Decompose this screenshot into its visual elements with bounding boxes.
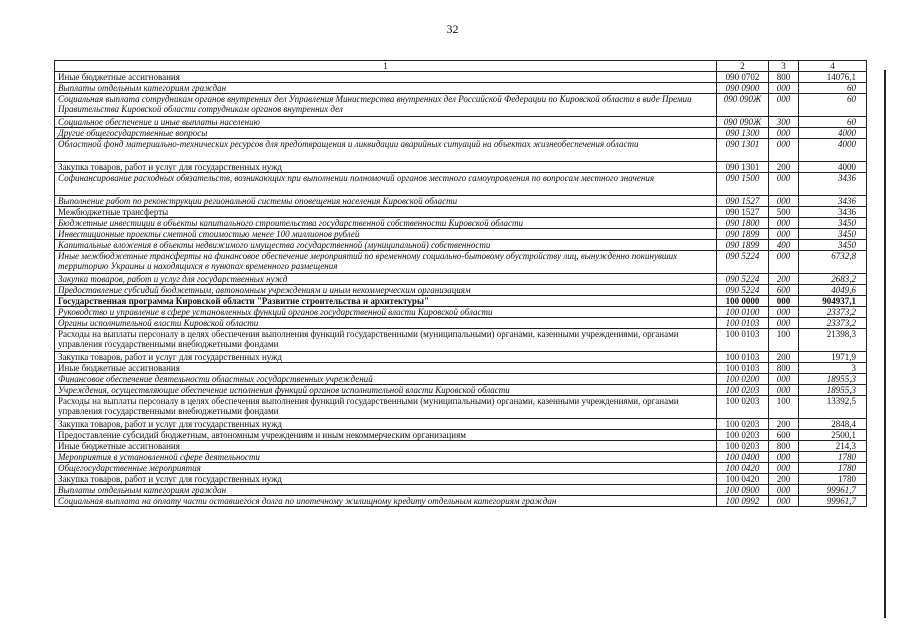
table-row [55, 463, 867, 474]
row-amount-cell: 1780 [799, 452, 867, 463]
row-code-cell: 090 0702 [717, 72, 769, 83]
row-code-cell: 100 0103 [717, 329, 769, 352]
table-row [55, 441, 867, 452]
row-amount-cell: 6732,8 [799, 251, 867, 274]
table-row [55, 329, 867, 352]
row-code-cell: 100 0203 [717, 441, 769, 452]
table-row [55, 162, 867, 173]
row-type-cell: 000 [769, 374, 799, 385]
table-row [55, 374, 867, 385]
row-name-cell: Мероприятия в установленной сфере деятельности [55, 452, 717, 463]
row-name-cell: Государственная программа Кировской области "Развитие строительства и архитектуры" [55, 296, 717, 307]
row-amount-cell: 60 [799, 117, 867, 128]
row-code-cell: 090 090Ж [717, 117, 769, 128]
table-row [55, 229, 867, 240]
row-code-cell: 090 1300 [717, 128, 769, 139]
row-type-cell: 000 [769, 307, 799, 318]
row-type-cell: 500 [769, 207, 799, 218]
row-name-cell: Иные бюджетные ассигнования [55, 363, 717, 374]
row-type-cell: 000 [769, 229, 799, 240]
row-name-cell: Расходы на выплаты персоналу в целях обеспечения выполнения функций государственными (муниципальными) органами, казенными учреждениями, органами управления государственными внебюджетными фондами [55, 396, 717, 419]
row-code-cell: 090 1527 [717, 207, 769, 218]
row-name-cell: Предоставление субсидий бюджетным, автономным учреждениям и иным некоммерческим организациям [55, 285, 717, 296]
row-code-cell: 090 1899 [717, 229, 769, 240]
row-name-cell: Межбюджетные трансферты [55, 207, 717, 218]
header-col-3: 3 [769, 61, 799, 72]
row-code-cell: 100 0203 [717, 385, 769, 396]
row-code-cell: 090 1301 [717, 139, 769, 162]
row-amount-cell: 60 [799, 94, 867, 117]
row-code-cell: 090 0900 [717, 83, 769, 94]
row-type-cell: 200 [769, 474, 799, 485]
table-row [55, 207, 867, 218]
row-code-cell: 090 090Ж [717, 94, 769, 117]
row-name-cell: Финансовое обеспечение деятельности областных государственных учреждений [55, 374, 717, 385]
row-type-cell: 800 [769, 441, 799, 452]
row-amount-cell: 14076,1 [799, 72, 867, 83]
row-code-cell: 100 0100 [717, 307, 769, 318]
row-type-cell: 000 [769, 83, 799, 94]
row-type-cell: 000 [769, 485, 799, 496]
row-code-cell: 100 0203 [717, 396, 769, 419]
row-code-cell: 100 0103 [717, 363, 769, 374]
row-amount-cell: 23373,2 [799, 318, 867, 329]
header-col-4: 4 [799, 61, 867, 72]
row-code-cell: 090 5224 [717, 285, 769, 296]
row-name-cell: Выплаты отдельным категориям граждан [55, 83, 717, 94]
row-name-cell: Иные межбюджетные трансферты на финансовое обеспечение мероприятий по временному социально-бытовому обустройству лиц, вынужденно покинувших территорию Украины и находящихся в пунктах временного размещения [55, 251, 717, 274]
row-amount-cell: 4000 [799, 139, 867, 162]
row-type-cell: 000 [769, 296, 799, 307]
row-type-cell: 400 [769, 240, 799, 251]
row-name-cell: Предоставление субсидий бюджетным, автономным учреждениям и иным некоммерческим организациям [55, 430, 717, 441]
row-name-cell: Социальная выплата сотрудникам органов внутренних дел Управления Министерства внутренних дел Российской Федерации по Кировской области в виде Премии Правительства Кировской области сотрудникам органов внутренних дел [55, 94, 717, 117]
row-name-cell: Капитальные вложения в объекты недвижимого имущества государственной (муниципальной) собственности [55, 240, 717, 251]
table-row [55, 419, 867, 430]
row-amount-cell: 4000 [799, 128, 867, 139]
row-code-cell: 090 1899 [717, 240, 769, 251]
row-code-cell: 100 0000 [717, 296, 769, 307]
table-row [55, 318, 867, 329]
header-col-2: 2 [717, 61, 769, 72]
table-header-row [55, 61, 867, 72]
row-amount-cell: 13392,5 [799, 396, 867, 419]
table-row [55, 251, 867, 274]
row-type-cell: 000 [769, 139, 799, 162]
table-row [55, 72, 867, 83]
row-amount-cell: 3436 [799, 196, 867, 207]
row-code-cell: 100 0420 [717, 463, 769, 474]
row-amount-cell: 18955,3 [799, 385, 867, 396]
row-name-cell: Закупка товаров, работ и услуг для государственных нужд [55, 474, 717, 485]
row-amount-cell: 4049,6 [799, 285, 867, 296]
row-type-cell: 000 [769, 496, 799, 507]
row-amount-cell: 21398,3 [799, 329, 867, 352]
row-code-cell: 090 1500 [717, 173, 769, 196]
row-name-cell: Закупка товаров, работ и услуг для государственных нужд [55, 352, 717, 363]
table-row [55, 83, 867, 94]
table-row [55, 485, 867, 496]
row-type-cell: 000 [769, 385, 799, 396]
row-amount-cell: 1971,9 [799, 352, 867, 363]
row-name-cell: Иные бюджетные ассигнования [55, 72, 717, 83]
row-code-cell: 090 1301 [717, 162, 769, 173]
row-amount-cell: 18955,3 [799, 374, 867, 385]
table-row [55, 430, 867, 441]
row-amount-cell: 3436 [799, 173, 867, 196]
row-name-cell: Расходы на выплаты персоналу в целях обеспечения выполнения функций государственными (муниципальными) органами, казенными учреждениями, органами управления государственными внебюджетными фондами [55, 329, 717, 352]
row-name-cell: Учреждения, осуществляющие обеспечение исполнения функций органов исполнительной власти Кировской области [55, 385, 717, 396]
table-row [55, 296, 867, 307]
row-name-cell: Руководство и управление в сфере установленных функций органов государственной власти Кировской области [55, 307, 717, 318]
row-amount-cell: 3450 [799, 240, 867, 251]
table-row [55, 285, 867, 296]
row-type-cell: 200 [769, 274, 799, 285]
row-code-cell: 100 0400 [717, 452, 769, 463]
row-name-cell: Выполнение работ по реконструкции региональной системы оповещения населения Кировской области [55, 196, 717, 207]
row-name-cell: Общегосударственные мероприятия [55, 463, 717, 474]
row-amount-cell: 1780 [799, 474, 867, 485]
row-name-cell: Инвестиционные проекты сметной стоимостью менее 100 миллионов рублей [55, 229, 717, 240]
row-code-cell: 100 0992 [717, 496, 769, 507]
row-name-cell: Социальная выплата на оплату части оставшегося долга по ипотечному жилищному кредиту отдельным категориям граждан [55, 496, 717, 507]
row-type-cell: 200 [769, 352, 799, 363]
row-name-cell: Закупка товаров, работ и услуг для государственных нужд [55, 162, 717, 173]
row-type-cell: 000 [769, 318, 799, 329]
table-row [55, 196, 867, 207]
table-row [55, 496, 867, 507]
row-type-cell: 000 [769, 452, 799, 463]
row-code-cell: 100 0200 [717, 374, 769, 385]
table-row [55, 117, 867, 128]
row-name-cell: Закупка товаров, работ и услуг для государственных нужд [55, 419, 717, 430]
row-code-cell: 100 0420 [717, 474, 769, 485]
table-row [55, 363, 867, 374]
row-type-cell: 000 [769, 94, 799, 117]
row-name-cell: Другие общегосударственные вопросы [55, 128, 717, 139]
table-row [55, 94, 867, 117]
row-name-cell: Бюджетные инвестиции в объекты капитального строительства государственной собственности Кировской области [55, 218, 717, 229]
row-code-cell: 100 0900 [717, 485, 769, 496]
budget-table [54, 60, 867, 507]
row-type-cell: 200 [769, 419, 799, 430]
row-code-cell: 090 1800 [717, 218, 769, 229]
row-code-cell: 100 0103 [717, 318, 769, 329]
row-type-cell: 800 [769, 363, 799, 374]
table-row [55, 218, 867, 229]
row-code-cell: 100 0203 [717, 419, 769, 430]
row-amount-cell: 904937,1 [799, 296, 867, 307]
row-code-cell: 090 5224 [717, 251, 769, 274]
row-amount-cell: 3450 [799, 229, 867, 240]
row-type-cell: 800 [769, 72, 799, 83]
row-name-cell: Софинансирование расходных обязательств, возникающих при выполнении полномочий органов местного самоуправления по вопросам местного значения [55, 173, 717, 196]
row-type-cell: 100 [769, 396, 799, 419]
table-row [55, 396, 867, 419]
row-amount-cell: 3 [799, 363, 867, 374]
row-name-cell: Выплаты отдельным категориям граждан [55, 485, 717, 496]
row-code-cell: 090 5224 [717, 274, 769, 285]
row-amount-cell: 99961,7 [799, 485, 867, 496]
row-amount-cell: 1780 [799, 463, 867, 474]
scan-edge-line [884, 70, 886, 618]
header-col-1: 1 [55, 61, 717, 72]
row-amount-cell: 3436 [799, 207, 867, 218]
table-row [55, 474, 867, 485]
row-amount-cell: 2683,2 [799, 274, 867, 285]
table-row [55, 128, 867, 139]
row-name-cell: Социальное обеспечение и иные выплаты населению [55, 117, 717, 128]
row-type-cell: 000 [769, 196, 799, 207]
row-type-cell: 600 [769, 430, 799, 441]
row-amount-cell: 214,3 [799, 441, 867, 452]
row-amount-cell: 2848,4 [799, 419, 867, 430]
table-row [55, 385, 867, 396]
row-type-cell: 200 [769, 162, 799, 173]
row-code-cell: 100 0203 [717, 430, 769, 441]
table-row [55, 139, 867, 162]
row-type-cell: 000 [769, 173, 799, 196]
row-type-cell: 300 [769, 117, 799, 128]
table-row [55, 452, 867, 463]
row-type-cell: 000 [769, 251, 799, 274]
page-number: 32 [446, 22, 459, 36]
row-code-cell: 090 1527 [717, 196, 769, 207]
row-type-cell: 000 [769, 128, 799, 139]
row-type-cell: 000 [769, 463, 799, 474]
table-row [55, 274, 867, 285]
table-row [55, 173, 867, 196]
row-name-cell: Органы исполнительной власти Кировской области [55, 318, 717, 329]
row-amount-cell: 3450 [799, 218, 867, 229]
row-name-cell: Иные бюджетные ассигнования [55, 441, 717, 452]
row-amount-cell: 2500,1 [799, 430, 867, 441]
row-type-cell: 600 [769, 285, 799, 296]
row-name-cell: Закупка товаров, работ и услуг для государственных нужд [55, 274, 717, 285]
table-row [55, 352, 867, 363]
row-amount-cell: 23373,2 [799, 307, 867, 318]
row-type-cell: 000 [769, 218, 799, 229]
table-row [55, 307, 867, 318]
row-amount-cell: 99961,7 [799, 496, 867, 507]
table-row [55, 240, 867, 251]
row-amount-cell: 4000 [799, 162, 867, 173]
row-type-cell: 100 [769, 329, 799, 352]
row-amount-cell: 60 [799, 83, 867, 94]
row-name-cell: Областной фонд материально-технических ресурсов для предотвращения и ликвидации аварийных ситуаций на объектах жизнеобеспечения области [55, 139, 717, 162]
row-code-cell: 100 0103 [717, 352, 769, 363]
